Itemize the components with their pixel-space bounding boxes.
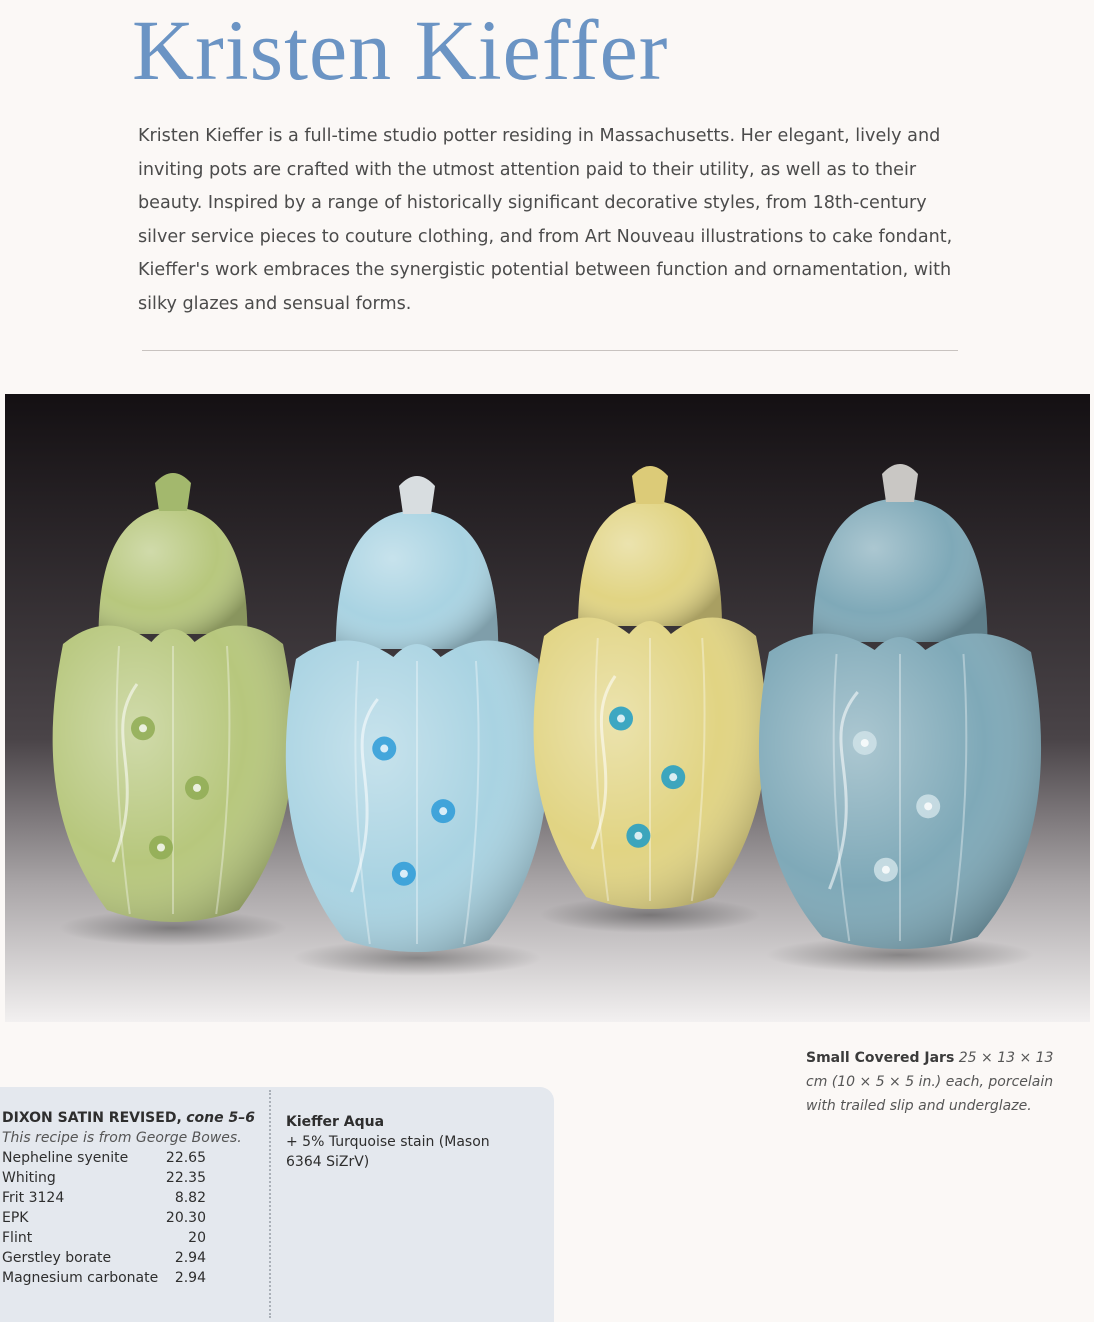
ingredient-list: [2, 1148, 264, 1288]
jar-knob: [399, 476, 435, 514]
ingredient-row: [2, 1168, 264, 1188]
panel-divider: [269, 1090, 271, 1318]
caption-details: 25 × 13 × 13 cm (10 × 5 × 5 in.) each, porcelain with trailed slip and underglaze.: [806, 1050, 1054, 1114]
recipe-note: This recipe is from George Bowes.: [2, 1130, 242, 1146]
recipe-heading: [2, 1108, 264, 1128]
ingredient-row: [2, 1228, 264, 1248]
jar-knob: [155, 473, 191, 511]
artist-bio: Kristen Kieffer is a full-time studio potter residing in Massachusetts. Her elegant, lively and inviting pots are crafted with the utmost attention paid to their utility, as well as to their beauty. Inspired by a range of historically significant decorative styles, from 18th-century silver service pieces to couture clothing, and from Art Nouveau illustrations to cake fondant, Kieffer's work embraces the synergistic potential between function and ornamentation, with silky glazes and sensual forms.: [138, 126, 953, 314]
glaze-variation: [286, 1112, 526, 1172]
recipe-cone: cone 5–6: [186, 1110, 255, 1126]
ingredient-row: [2, 1208, 264, 1228]
jar-knob: [632, 466, 668, 504]
ingredient-name: Whiting: [2, 1170, 56, 1186]
jar-knob: [882, 464, 918, 502]
variation-title: Kieffer Aqua: [286, 1114, 385, 1130]
ingredient-name: Frit 3124: [2, 1190, 65, 1206]
ingredient-amount: 20.30: [165, 1210, 206, 1226]
ingredient-amount: 20: [188, 1230, 206, 1246]
page-title: Kristen Kieffer: [132, 2, 669, 98]
recipe-title: DIXON SATIN REVISED,: [2, 1110, 182, 1126]
ingredient-name: Nepheline syenite: [2, 1150, 129, 1166]
variation-text: + 5% Turquoise stain (Mason 6364 SiZrV): [286, 1134, 490, 1170]
ingredient-name: Flint: [2, 1230, 33, 1246]
divider-rule: [142, 350, 958, 351]
caption-title: Small Covered Jars: [806, 1050, 955, 1066]
ingredient-name: Gerstley borate: [2, 1250, 112, 1266]
ingredient-row: [2, 1248, 264, 1268]
ingredient-row: [2, 1148, 264, 1168]
ingredient-amount: 22.65: [165, 1150, 206, 1166]
ingredient-name: EPK: [2, 1210, 29, 1226]
ingredient-amount: 8.82: [174, 1190, 206, 1206]
photo-caption: [806, 1046, 1074, 1118]
ingredient-amount: 2.94: [174, 1270, 206, 1286]
covered-jars-photo: [5, 394, 1090, 1022]
ingredient-row: [2, 1268, 264, 1288]
glaze-recipe: [2, 1108, 264, 1288]
ingredient-amount: 2.94: [174, 1250, 206, 1266]
ingredient-name: Magnesium carbonate: [2, 1270, 159, 1286]
ingredient-amount: 22.35: [165, 1170, 206, 1186]
ingredient-row: [2, 1188, 264, 1208]
